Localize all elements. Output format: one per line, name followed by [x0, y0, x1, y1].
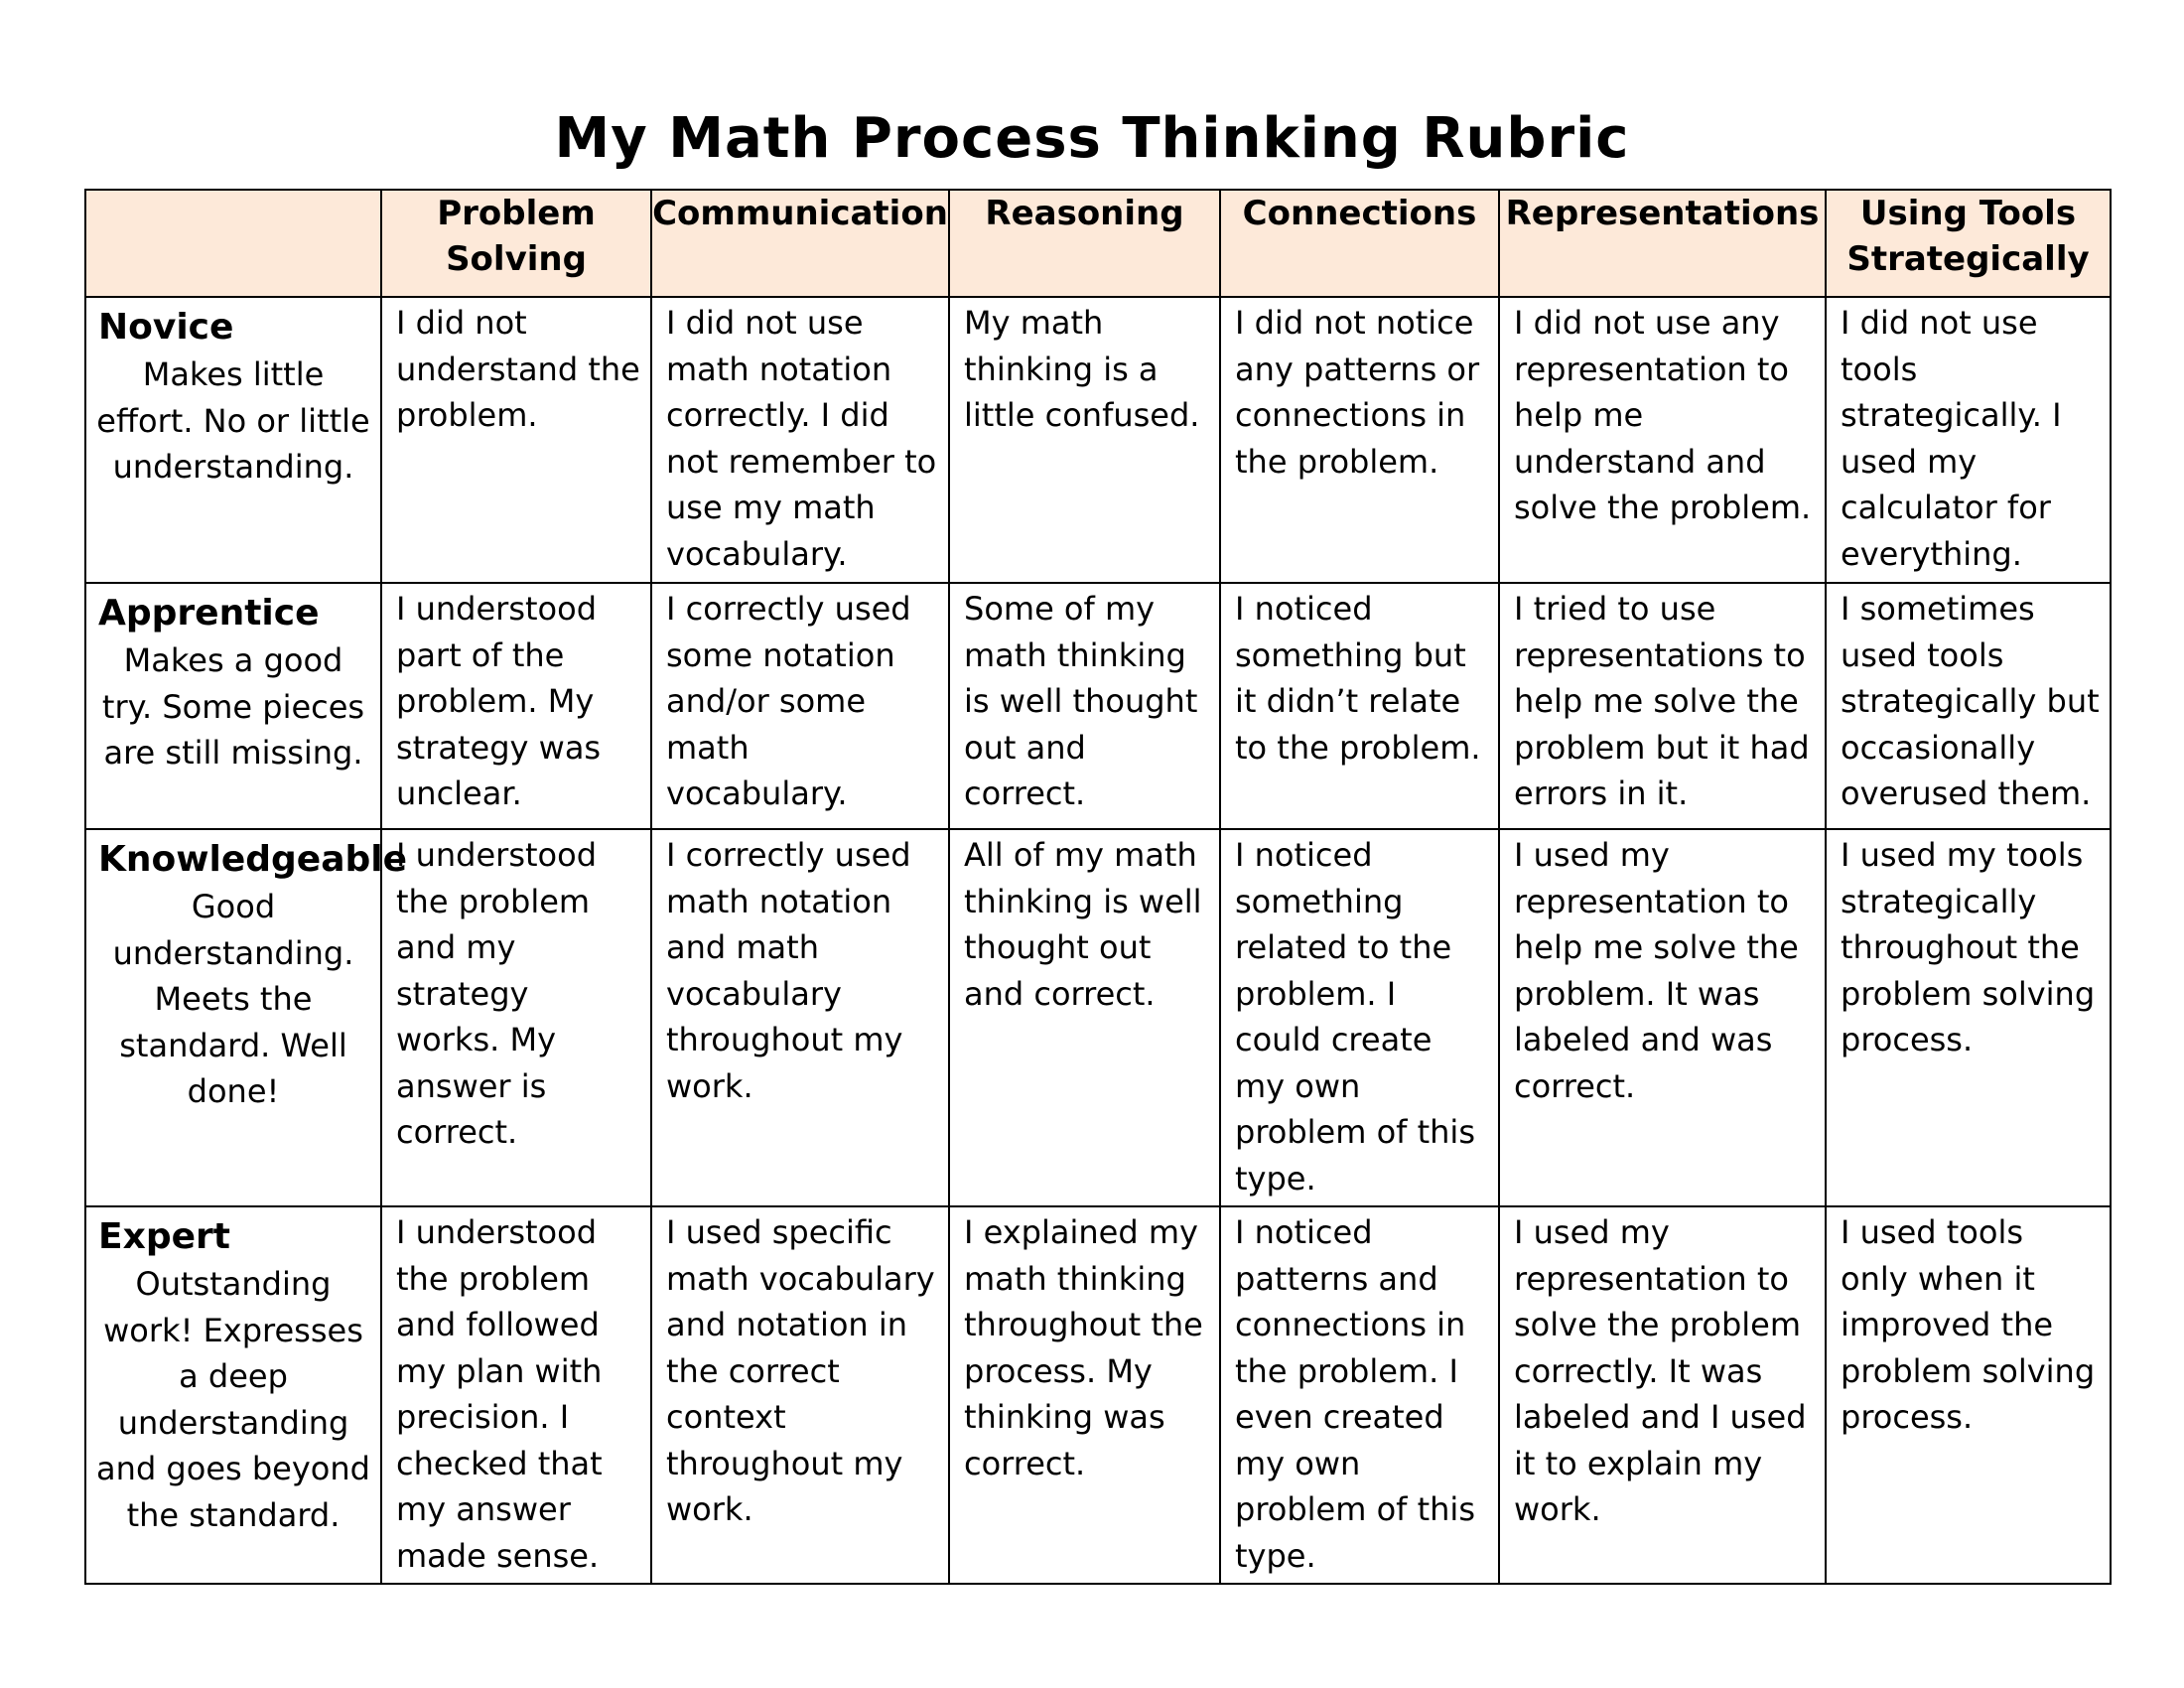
rubric-row-knowledgeable — [85, 829, 2111, 1206]
rubric-cell: I understood the problem and followed my plan with precision. I checked that my answer made sense. — [381, 1206, 651, 1584]
level-description: Makes a good try. Some pieces are still missing. — [101, 641, 365, 772]
level-description: Makes little effort. No or little understanding. — [96, 355, 370, 486]
header-row — [85, 190, 2111, 297]
rubric-cell: I used tools only when it improved the problem solving process. — [1826, 1206, 2111, 1584]
rubric-cell: I correctly used some notation and/or some math vocabulary. — [651, 583, 949, 829]
rubric-cell: I noticed something related to the problem. I could create my own problem of this type. — [1220, 829, 1499, 1206]
header-problem-solving: Problem Solving — [381, 190, 651, 297]
rubric-cell: I used my representation to solve the problem correctly. It was labeled and I used it to explain my work. — [1499, 1206, 1826, 1584]
header-communication: Communication — [651, 190, 949, 297]
rubric-table — [84, 189, 2112, 1585]
rubric-cell: I did not use tools strategically. I used my calculator for everything. — [1826, 297, 2111, 583]
header-representations: Representations — [1499, 190, 1826, 297]
rubric-cell: I correctly used math notation and math vocabulary throughout my work. — [651, 829, 949, 1206]
header-reasoning: Reasoning — [949, 190, 1220, 297]
rubric-row-apprentice — [85, 583, 2111, 829]
header-connections: Connections — [1220, 190, 1499, 297]
level-name: Novice — [98, 307, 234, 348]
rubric-cell: My math thinking is a little confused. — [949, 297, 1220, 583]
rubric-cell: All of my math thinking is well thought out and correct. — [949, 829, 1220, 1206]
rubric-row-novice — [85, 297, 2111, 583]
rubric-cell: I used my tools strategically throughout the problem solving process. — [1826, 829, 2111, 1206]
rubric-cell: I did not notice any patterns or connections in the problem. — [1220, 297, 1499, 583]
rubric-cell: I explained my math thinking throughout the process. My thinking was correct. — [949, 1206, 1220, 1584]
rubric-cell: I noticed patterns and connections in the problem. I even created my own problem of this type. — [1220, 1206, 1499, 1584]
rubric-cell: I did not use math notation correctly. I did not remember to use my math vocabulary. — [651, 297, 949, 583]
rubric-cell: I tried to use representations to help me solve the problem but it had errors in it. — [1499, 583, 1826, 829]
level-name: Apprentice — [98, 593, 320, 633]
rubric-cell: I used specific math vocabulary and notation in the correct context throughout my work. — [651, 1206, 949, 1584]
rubric-row-expert — [85, 1206, 2111, 1584]
rubric-cell: I understood part of the problem. My strategy was unclear. — [381, 583, 651, 829]
level-name: Knowledgeable — [98, 839, 408, 880]
level-description: Good understanding. Meets the standard. Well done! — [112, 888, 354, 1110]
level-description: Outstanding work! Expresses a deep understanding and goes beyond the standard. — [96, 1265, 370, 1534]
level-cell — [85, 829, 408, 1206]
rubric-cell: Some of my math thinking is well thought out and correct. — [949, 583, 1220, 829]
level-cell — [85, 297, 381, 583]
rubric-cell: I understood the problem and my strategy works. My answer is correct. — [381, 829, 651, 1206]
level-name: Expert — [98, 1216, 230, 1257]
level-cell — [85, 583, 381, 829]
rubric-cell: I sometimes used tools strategically but occasionally overused them. — [1826, 583, 2111, 829]
page-title: My Math Process Thinking Rubric — [554, 106, 1630, 171]
header-using-tools: Using Tools Strategically — [1826, 190, 2111, 297]
rubric-cell: I did not understand the problem. — [381, 297, 651, 583]
rubric-cell: I did not use any representation to help me understand and solve the problem. — [1499, 297, 1826, 583]
level-cell — [85, 1206, 381, 1584]
rubric-cell: I noticed something but it didn’t relate to the problem. — [1220, 583, 1499, 829]
rubric-cell: I used my representation to help me solve the problem. It was labeled and was correct. — [1499, 829, 1826, 1206]
header-blank-cell — [85, 190, 381, 297]
